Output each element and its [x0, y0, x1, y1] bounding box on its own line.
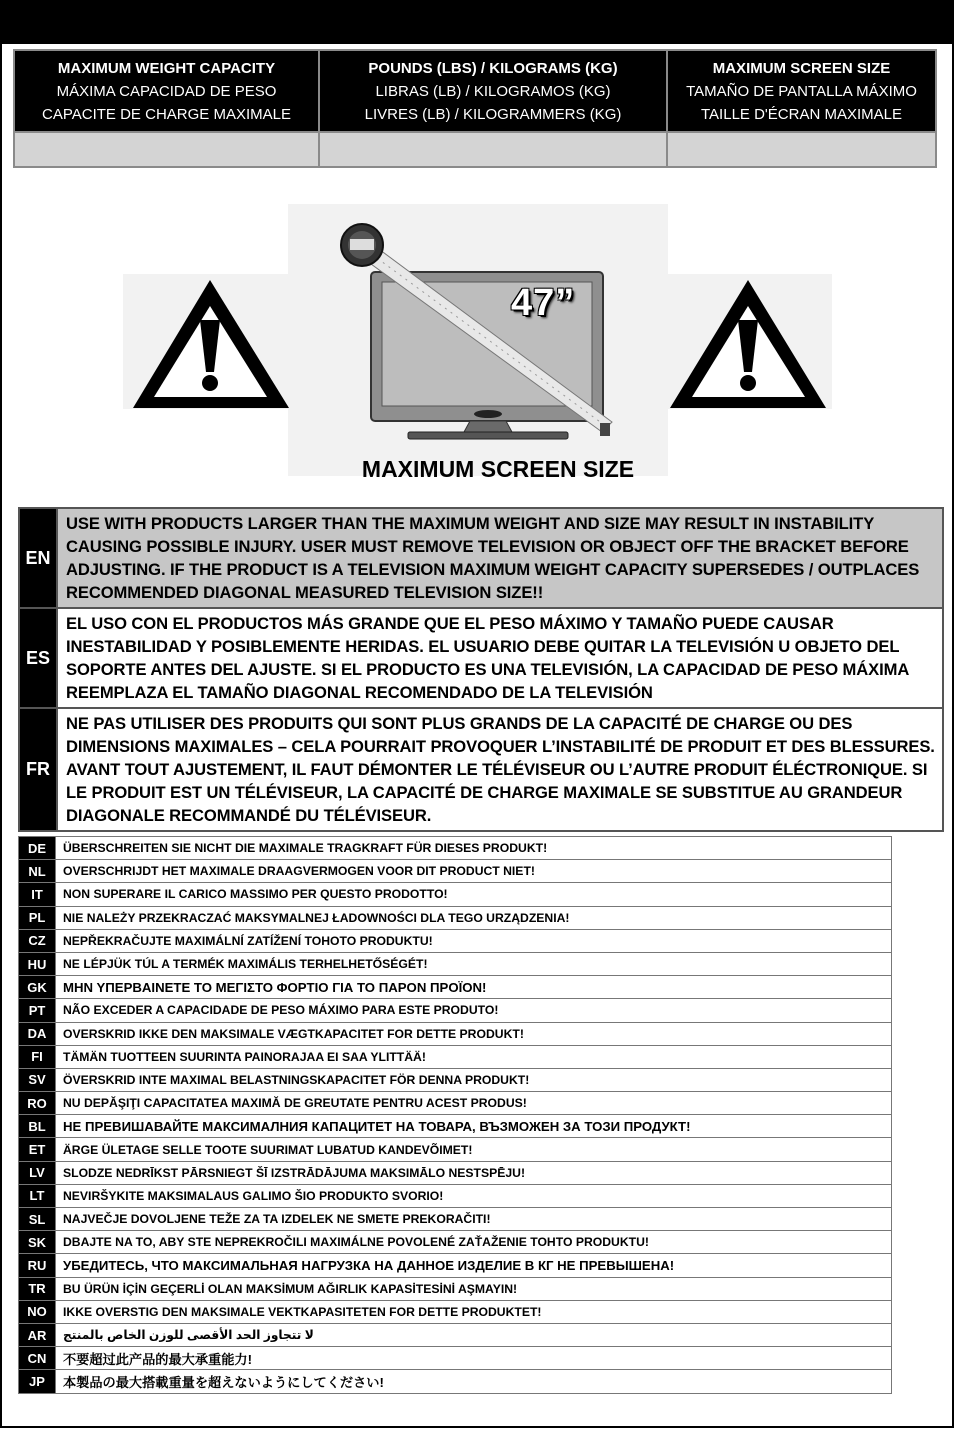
language-warning-text: NEVIRŠYKITE MAKSIMALAUS GALIMO ŠIO PRODUKTO SVORIO!: [56, 1184, 892, 1207]
language-code: SK: [19, 1231, 56, 1254]
language-warning-row: [19, 1277, 892, 1300]
illustration-graphics: [0, 200, 954, 490]
language-code: PT: [19, 999, 56, 1022]
spec-table: [13, 49, 937, 168]
language-code: ES: [19, 608, 57, 708]
header-line: LIVRES (LB) / KILOGRAMMERS (KG): [364, 105, 622, 123]
header-line: MÁXIMA CAPACIDAD DE PESO: [56, 82, 277, 100]
warning-row-en: [19, 508, 943, 608]
language-code: LV: [19, 1161, 56, 1184]
language-warning-text: ÜBERSCHREITEN SIE NICHT DIE MAXIMALE TRAGKRAFT FÜR DIESES PRODUKT!: [56, 837, 892, 860]
language-code: RU: [19, 1254, 56, 1277]
language-warning-text: NIE NALEŻY PRZEKRACZAĆ MAKSYMALNEJ ŁADOWNOŚCI DLA TEGO URZĄDZENIA!: [56, 906, 892, 929]
language-warning-row: [19, 976, 892, 999]
language-code: GK: [19, 976, 56, 999]
header-line: CAPACITE DE CHARGE MAXIMALE: [42, 105, 291, 123]
header-line: TAILLE D'ÉCRAN MAXIMALE: [701, 105, 902, 123]
language-warning-text: НЕ ПРЕВИШАВАЙТЕ МАКСИМАЛНИЯ КАПАЦИТЕТ НА ТОВАРА, ВЪЗМОЖЕН ЗА ТОЗИ ПРОДУКТ!: [56, 1115, 892, 1138]
language-warning-text: NON SUPERARE IL CARICO MASSIMO PER QUESTO PRODOTTO!: [56, 883, 892, 906]
illustration: [0, 200, 954, 490]
language-code: NO: [19, 1300, 56, 1323]
language-warning-text: SLODZE NEDRĪKST PĀRSNIEGT ŠĪ IZSTRĀDĀJUMA MAKSIMĀLO NESTSPĒJU!: [56, 1161, 892, 1184]
language-warning-row: [19, 1208, 892, 1231]
language-warning-row: [19, 999, 892, 1022]
language-warning-text: DBAJTE NA TO, ABY STE NEPREKROČILI MAXIMÁLNE POVOLENÉ ZAŤAŽENIE TOHTO PRODUKTU!: [56, 1231, 892, 1254]
language-warning-text: BU ÜRÜN İÇİN GEÇERLİ OLAN MAKSİMUM AĞIRLIK KAPASİTESİNİ AŞMAYIN!: [56, 1277, 892, 1300]
top-black-bar: [0, 0, 954, 44]
warning-text: EL USO CON EL PRODUCTOS MÁS GRANDE QUE EL PESO MÁXIMO Y TAMAÑO PUEDE CAUSAR INESTABILIDAD Y POSIBLEMENTE HERIDAS. EL USUARIO DEBE QUITAR LA TELEVISIÓN U OBJETO DEL SOPORTE ANTES DEL AJUSTE. SI EL PRODUCTO ES UNA TELEVISIÓN, LA CAPACIDAD DE PESO MÁXIMA REEMPLAZA EL TAMAÑO DIAGONAL RECOMENDADO DE LA TELEVISIÓN: [57, 608, 943, 708]
language-code: SL: [19, 1208, 56, 1231]
language-warning-text: OVERSKRID IKKE DEN MAKSIMALE VÆGTKAPACITET FOR DETTE PRODUKT!: [56, 1022, 892, 1045]
screen-size-caption: MAXIMUM SCREEN SIZE: [361, 456, 635, 482]
warning-row-es: [19, 608, 943, 708]
language-warning-row: [19, 1138, 892, 1161]
language-warning-text: OVERSCHRIJDT HET MAXIMALE DRAAGVERMOGEN VOOR DIT PRODUCT NIET!: [56, 860, 892, 883]
language-warning-row: [19, 1092, 892, 1115]
language-code: LT: [19, 1184, 56, 1207]
language-code: CZ: [19, 929, 56, 952]
screen-size-header: [667, 50, 936, 132]
language-code: EN: [19, 508, 57, 608]
warning-triangle-icon: [670, 280, 826, 408]
language-code: FR: [19, 708, 57, 831]
main-warnings-table: [18, 507, 944, 832]
warning-text: USE WITH PRODUCTS LARGER THAN THE MAXIMUM WEIGHT AND SIZE MAY RESULT IN INSTABILITY CAUSING POSSIBLE INJURY. USER MUST REMOVE TELEVISION OR OBJECT OFF THE BRACKET BEFORE ADJUSTING. IF THE PRODUCT IS A TELEVISION MAXIMUM WEIGHT CAPACITY SUPERSEDES / OUTPLACES RECOMMENDED DIAGONAL MEASURED TELEVISION SIZE!!: [57, 508, 943, 608]
language-code: RO: [19, 1092, 56, 1115]
units-header: [319, 50, 667, 132]
warning-row-fr: [19, 708, 943, 831]
header-line: LIBRAS (LB) / KILOGRAMOS (KG): [375, 82, 611, 100]
language-warning-row: [19, 929, 892, 952]
units-value-cell: [319, 132, 667, 167]
language-warning-text: TÄMÄN TUOTTEEN SUURINTA PAINORAJAA EI SAA YLITTÄÄ!: [56, 1045, 892, 1068]
header-line: POUNDS (LBS) / KILOGRAMS (KG): [368, 59, 618, 77]
screen-size-label: 47”: [511, 282, 576, 324]
language-warnings-table: [18, 836, 892, 1394]
language-code: BL: [19, 1115, 56, 1138]
language-warning-text: IKKE OVERSTIG DEN MAKSIMALE VEKTKAPASITETEN FOR DETTE PRODUKTET!: [56, 1300, 892, 1323]
language-warning-row: [19, 1231, 892, 1254]
language-warning-text: NEPŘEKRAČUJTE MAXIMÁLNÍ ZATÍŽENÍ TOHOTO PRODUKTU!: [56, 929, 892, 952]
weight-capacity-value-cell: [14, 132, 319, 167]
language-warning-row: [19, 1254, 892, 1277]
language-warning-row: [19, 1022, 892, 1045]
language-warning-row: [19, 1300, 892, 1323]
language-code: IT: [19, 883, 56, 906]
language-code: AR: [19, 1323, 56, 1346]
language-warning-row: [19, 952, 892, 975]
language-code: NL: [19, 860, 56, 883]
language-warning-text: 不要超过此产品的最大承重能力!: [56, 1347, 892, 1370]
language-code: SV: [19, 1068, 56, 1091]
language-warning-text: 本製品の最大搭載重量を超えないようにしてください!: [56, 1370, 892, 1393]
language-code: PL: [19, 906, 56, 929]
language-warning-text: NE LÉPJÜK TÚL A TERMÉK MAXIMÁLIS TERHELHETŐSÉGÉT!: [56, 952, 892, 975]
language-warning-text: NAJVEČJE DOVOLJENE TEŽE ZA TA IZDELEK NE SMETE PREKORAČITI!: [56, 1208, 892, 1231]
language-warning-text: ΜΗΝ ΥΠΕΡΒΑΙΝΕΤΕ ΤΟ ΜΕΓΙΣΤΟ ΦΟΡΤΙΟ ΓΙΑ ΤΟ ΠΑΡΟΝ ΠΡΟΪΟΝ!: [56, 976, 892, 999]
language-warnings-body: [19, 837, 892, 1394]
language-code: DE: [19, 837, 56, 860]
language-code: JP: [19, 1370, 56, 1393]
screen-size-value-cell: [667, 132, 936, 167]
language-code: FI: [19, 1045, 56, 1068]
language-warning-text: УБЕДИТЕСЬ, ЧТО МАКСИМАЛЬНАЯ НАГРУЗКА НА ДАННОЕ ИЗДЕЛИЕ В КГ НЕ ПРЕВЫШЕНА!: [56, 1254, 892, 1277]
language-warning-row: [19, 1370, 892, 1393]
language-warning-row: [19, 1161, 892, 1184]
language-warning-text: NU DEPĂŞIŢI CAPACITATEA MAXIMĂ DE GREUTATE PENTRU ACEST PRODUS!: [56, 1092, 892, 1115]
weight-capacity-header: [14, 50, 319, 132]
language-warning-text: ÄRGE ÜLETAGE SELLE TOOTE SUURIMAT LUBATUD KANDEVÕIMET!: [56, 1138, 892, 1161]
language-warning-row: [19, 1347, 892, 1370]
warning-text: NE PAS UTILISER DES PRODUITS QUI SONT PLUS GRANDS DE LA CAPACITÉ DE CHARGE OU DES DIMENSIONS MAXIMALES – CELA POURRAIT PROVOQUER L’INSTABILITÉ DE PRODUIT ET DES BLESSURES. AVANT TOUT AJUSTEMENT, IL FAUT DÉMONTER LE TÉLÉVISEUR OU L’AUTRE PRODUIT ÉLÉCTRONIQUE. SI LE PRODUIT EST UN TÉLÉVISEUR, LA CAPACITÉ DE CHARGE MAXIMALE SE SUBSTITUE AU GRANDEUR DIAGONALE RECOMMANDÉ DU TÉLÉVISEUR.: [57, 708, 943, 831]
header-line: TAMAÑO DE PANTALLA MÁXIMO: [686, 82, 917, 100]
language-warning-row: [19, 860, 892, 883]
language-warning-row: [19, 906, 892, 929]
language-warning-row: [19, 837, 892, 860]
warning-triangle-icon: [133, 280, 289, 408]
language-warning-text: ÖVERSKRID INTE MAXIMAL BELASTNINGSKAPACITET FÖR DENNA PRODUKT!: [56, 1068, 892, 1091]
language-warning-row: [19, 883, 892, 906]
language-warning-row: [19, 1068, 892, 1091]
language-code: HU: [19, 952, 56, 975]
language-code: ET: [19, 1138, 56, 1161]
language-warning-text: NÃO EXCEDER A CAPACIDADE DE PESO MÁXIMO PARA ESTE PRODUTO!: [56, 999, 892, 1022]
language-warning-row: [19, 1045, 892, 1068]
language-code: TR: [19, 1277, 56, 1300]
language-code: CN: [19, 1347, 56, 1370]
header-line: MAXIMUM SCREEN SIZE: [712, 59, 891, 77]
language-warning-row: [19, 1115, 892, 1138]
language-warning-row: [19, 1323, 892, 1346]
language-warning-row: [19, 1184, 892, 1207]
header-line: MAXIMUM WEIGHT CAPACITY: [57, 59, 276, 77]
language-warning-text: لا تتجاوز الحد الأقصى للوزن الخاص بالمنتج: [56, 1323, 892, 1346]
language-code: DA: [19, 1022, 56, 1045]
